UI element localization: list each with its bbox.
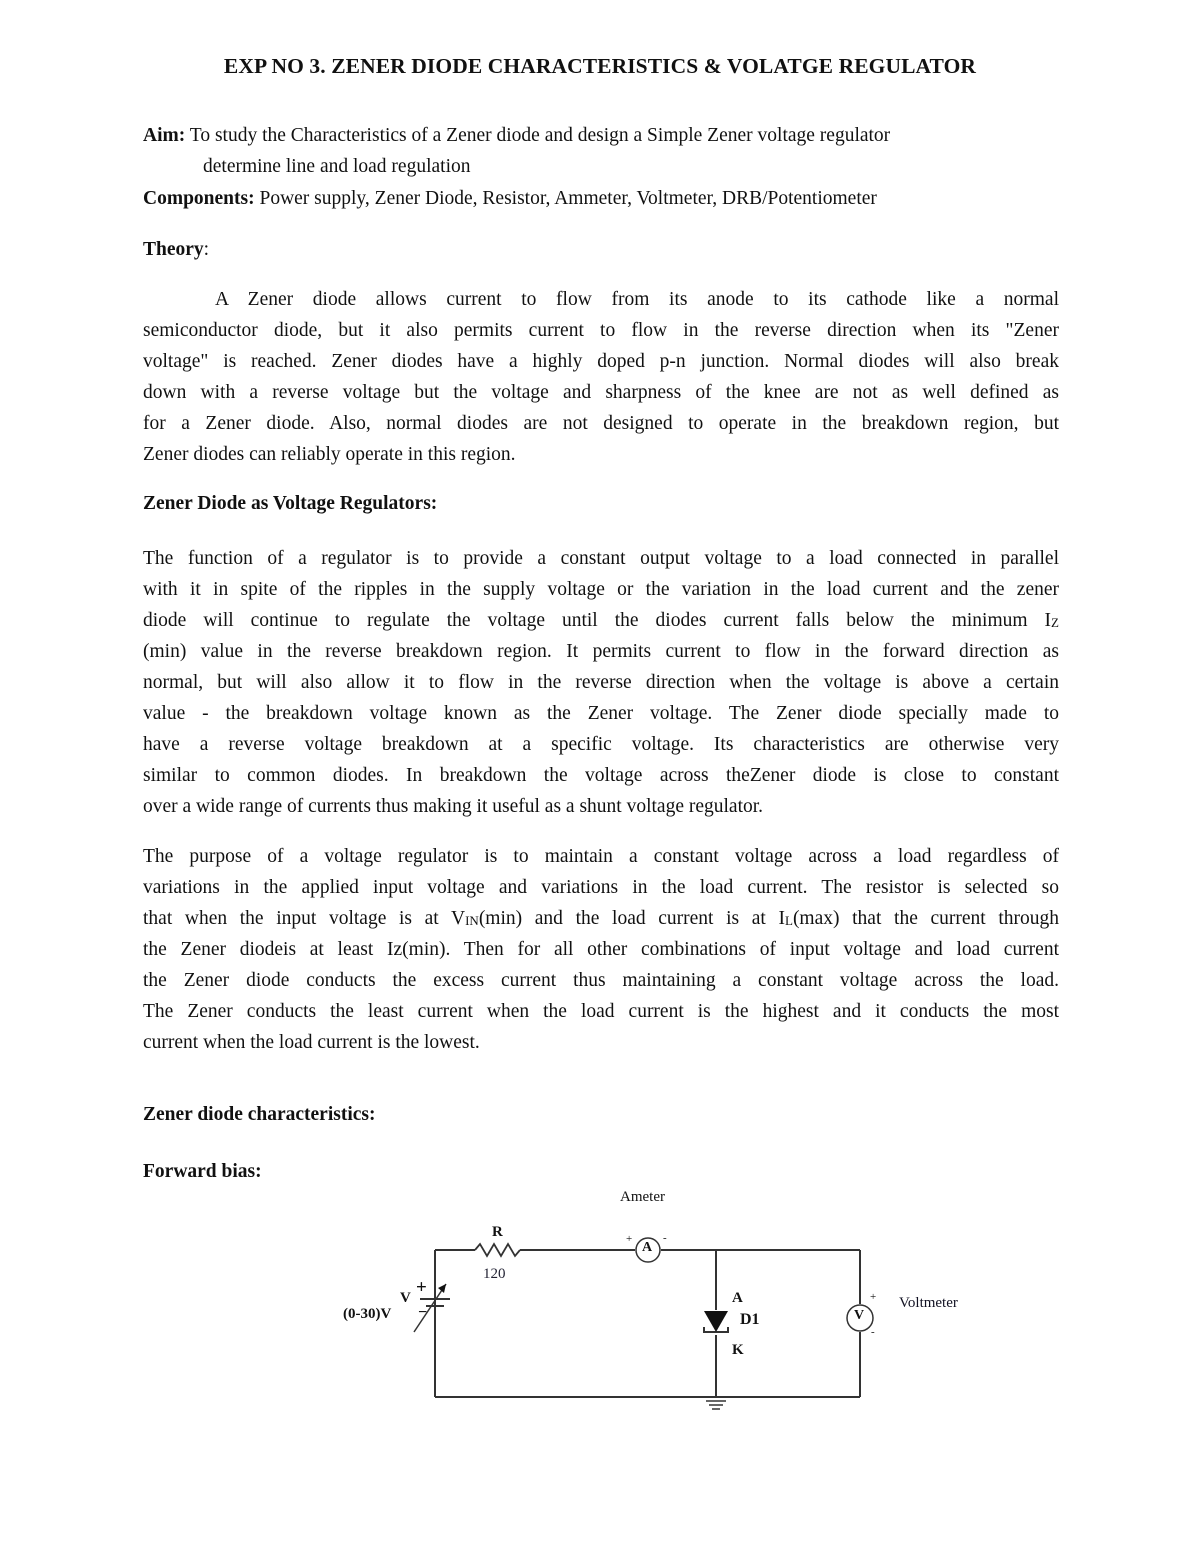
text-fragment: that when the input voltage is at V [143,908,466,929]
components-text: Power supply, Zener Diode, Resistor, Ammeter, Voltmeter, DRB/Potentiometer [254,188,877,209]
theory-line: Zener diodes can reliably operate in this region. [143,444,516,465]
regulators-line: over a wide range of currents thus making it useful as a shunt voltage regulator. [143,796,764,817]
theory-line: semiconductor diode, but it also permits current to flow in the reverse direction when its "Zener [143,320,1059,341]
ammeter-symbol: A [642,1240,653,1255]
regulators-line: variations in the applied input voltage and variations in the load current. The resistor is selected so [143,877,1059,898]
regulators-line: The function of a regulator is to provide a constant output voltage to a load connected in parallel [143,548,1059,569]
theory-heading-label: Theory [143,239,204,260]
resistor-value: 120 [483,1266,506,1282]
regulators-paragraph-1 [143,543,1059,822]
text-fragment: diode will continue to regulate the voltage until the diodes current falls below the minimum I [143,610,1052,631]
forward-bias-heading: Forward bias: [143,1161,262,1182]
aim-line [143,120,1059,151]
regulators-line: The Zener conducts the least current when the load current is the highest and it conducts the most [143,1001,1059,1022]
diode-anode-label: A [732,1290,743,1306]
regulators-line: value - the breakdown voltage known as the Zener voltage. The Zener diode specially made to [143,703,1059,724]
voltmeter-plus: + [870,1291,877,1303]
regulators-line [143,903,1059,934]
text-fragment: (min) and the load current is at I [478,908,785,929]
voltmeter-symbol: V [854,1308,865,1323]
regulators-line: the Zener diodeis at least Iz(min). Then for all other combinations of input voltage and load current [143,939,1059,960]
circuit-wires [330,1180,990,1430]
source-label: V [400,1290,411,1306]
aim-text: To study the Characteristics of a Zener diode and design a Simple Zener voltage regulator [185,125,891,146]
subscript: IN [465,913,479,928]
subscript: L [784,913,793,928]
regulators-line: The purpose of a voltage regulator is to maintain a constant voltage across a load regardless of [143,846,1059,867]
theory-paragraph [143,284,1059,470]
regulators-line: similar to common diodes. In breakdown the voltage across theZener diode is close to constant [143,765,1059,786]
subscript: Z [1051,615,1059,630]
aim-line-2: determine line and load regulation [203,156,471,177]
regulators-line: the Zener diode conducts the excess current thus maintaining a constant voltage across the load. [143,970,1059,991]
regulators-line: normal, but will also allow it to flow in the reverse direction when the voltage is above a certain [143,672,1059,693]
resistor-label: R [492,1224,503,1240]
theory-heading-colon: : [203,239,210,260]
components-line [143,183,1059,214]
theory-line: A Zener diode allows current to flow from its anode to its cathode like a normal [215,289,1059,310]
zener-diode-icon [704,1311,728,1332]
characteristics-heading: Zener diode characteristics: [143,1104,376,1125]
regulators-line [143,605,1059,636]
ammeter-minus: - [663,1232,667,1244]
regulators-heading: Zener Diode as Voltage Regulators: [143,493,438,514]
diode-cathode-label: K [732,1342,744,1358]
regulators-line: have a reverse voltage breakdown at a specific voltage. Its characteristics are otherwise very [143,734,1059,755]
source-range: (0-30)V [343,1306,392,1322]
ammeter-plus: + [626,1233,633,1245]
regulators-paragraph-2 [143,841,1059,1058]
ammeter-caption: Ameter [620,1189,665,1205]
text-fragment: (max) that the current through [792,908,1059,929]
aim-label: Aim: [143,125,186,146]
components-label: Components: [143,188,255,209]
voltmeter-caption: Voltmeter [899,1295,958,1311]
source-minus: − [418,1304,428,1321]
theory-line: down with a reverse voltage but the voltage and sharpness of the knee are not as well defined as [143,382,1059,403]
forward-bias-circuit-diagram [330,1180,990,1430]
diode-name-label: D1 [740,1311,760,1328]
source-plus: + [416,1277,427,1298]
theory-heading [143,234,1059,265]
document-title: EXP NO 3. ZENER DIODE CHARACTERISTICS & VOLATGE REGULATOR [223,54,977,78]
theory-line: for a Zener diode. Also, normal diodes are not designed to operate in the breakdown region, but [143,413,1059,434]
voltmeter-minus: - [871,1326,875,1338]
theory-line: voltage" is reached. Zener diodes have a highly doped p-n junction. Normal diodes will also break [143,351,1059,372]
variable-arrowhead [438,1284,446,1293]
regulators-line: (min) value in the reverse breakdown region. It permits current to flow in the forward direction as [143,641,1059,662]
regulators-line: current when the load current is the lowest. [143,1032,480,1053]
regulators-line: with it in spite of the ripples in the supply voltage or the variation in the load current and the zener [143,579,1059,600]
